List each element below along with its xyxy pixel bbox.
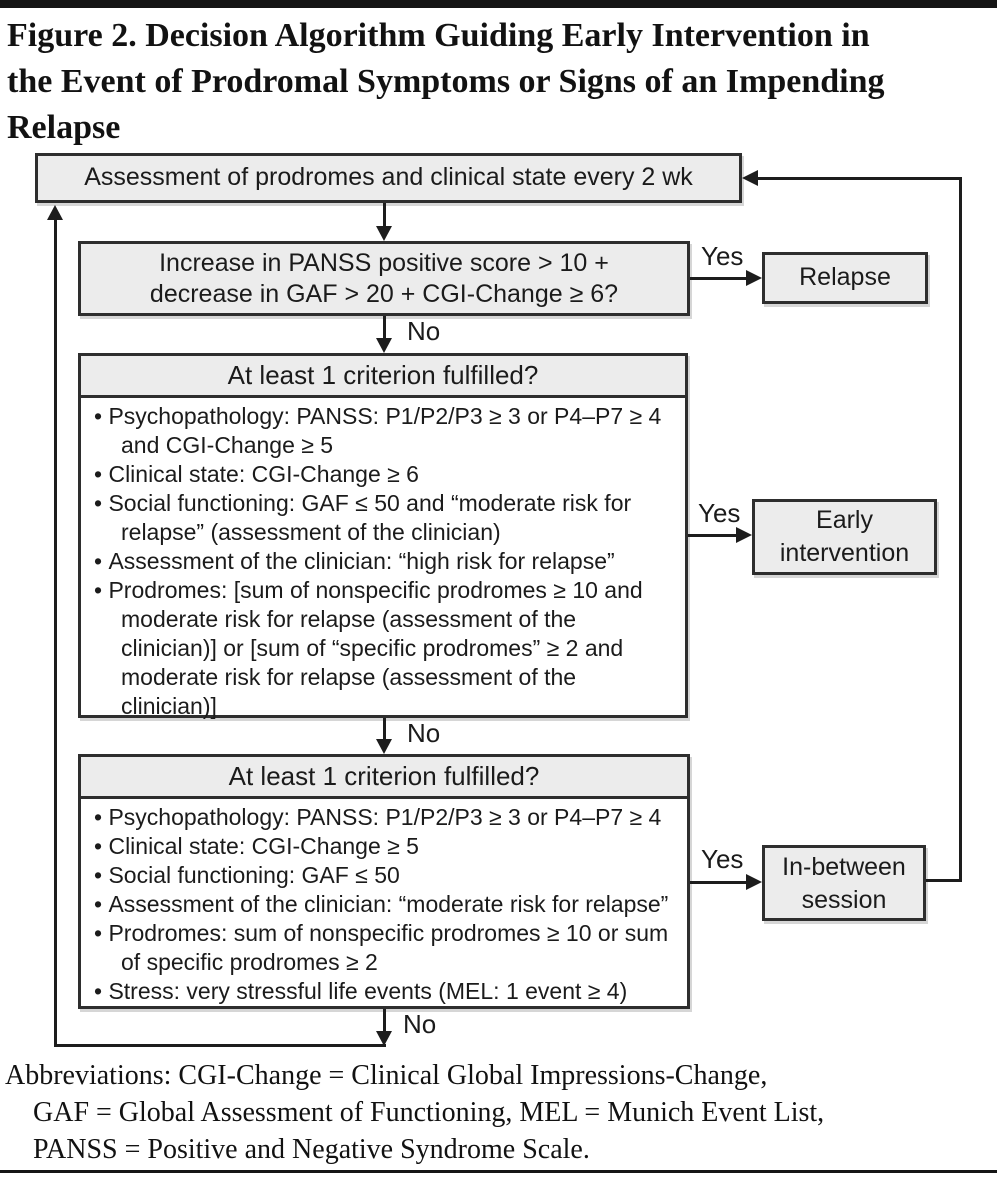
feedback-left-bottom-line [54,1044,386,1047]
figure-title-line: the Event of Prodromal Symptoms or Signs of an Impending [7,63,885,100]
criteria-item: • Assessment of the clinician: “moderate risk for relapse” [81,890,679,919]
criteria-item: • Stress: very stressful life events (MEL: 1 event ≥ 4) [81,977,679,1006]
in-between-session-box [762,845,926,921]
criteria-item: • Assessment of the clinician: “high risk for relapse” [81,547,677,576]
abbreviations-line: GAF = Global Assessment of Functioning, MEL = Munich Event List, [33,1097,825,1128]
feedback-right-connector-line [926,879,962,882]
criteria-item: • Social functioning: GAF ≤ 50 and “moderate risk for relapse” (assessment of the clinician) [81,489,677,547]
criteria-item: • Prodromes: [sum of nonspecific prodromes ≥ 10 and moderate risk for relapse (assessment of the clinician)] or [sum of “specific prodromes” ≥ 2 and moderate risk for relapse (assessment of the clinician)] [81,576,677,721]
arrow-line-no-1 [383,316,386,339]
yes-label-early: Yes [698,498,741,528]
early-intervention-text: Early intervention [779,506,910,567]
arrow-down-icon [376,226,392,241]
figure-title [7,13,987,151]
relapse-question-box [78,241,690,316]
criteria-box-2 [78,754,690,1009]
feedback-right-vertical-line [959,177,962,882]
no-label-1: No [407,316,441,346]
arrow-line-no-2 [383,718,386,740]
feedback-left-vertical-line [54,218,57,1047]
feedback-right-top-line [757,177,962,180]
arrow-left-icon [742,170,758,186]
yes-label-relapse: Yes [701,241,744,271]
arrow-line-no-3 [383,1009,386,1032]
criteria-box-1-list [81,398,685,721]
criteria-box-2-header: At least 1 criterion fulfilled? [81,757,687,799]
criteria-box-1 [78,353,688,718]
assessment-box [35,153,742,203]
arrow-line-yes-early [688,534,737,537]
bottom-rule [0,1170,997,1173]
figure-title-line: Relapse [7,109,121,146]
in-between-session-text: In-between session [782,853,906,914]
assessment-box-text: Assessment of prodromes and clinical state every 2 wk [84,163,693,191]
no-label-3: No [403,1009,437,1039]
arrow-down-icon [376,338,392,353]
relapse-question-line: decrease in GAF > 20 + CGI-Change ≥ 6? [149,280,619,308]
relapse-box-text: Relapse [799,263,891,291]
relapse-question-line: Increase in PANSS positive score > 10 + [159,249,609,277]
criteria-item: • Social functioning: GAF ≤ 50 [81,861,679,890]
criteria-item: • Psychopathology: PANSS: P1/P2/P3 ≥ 3 or P4–P7 ≥ 4 [81,803,679,832]
arrow-right-icon [746,874,762,890]
no-label-2: No [407,718,441,748]
arrow-line-yes-inbetween [690,881,747,884]
arrow-right-icon [746,270,762,286]
criteria-item: • Clinical state: CGI-Change ≥ 5 [81,832,679,861]
top-rule [0,0,997,8]
criteria-item: • Clinical state: CGI-Change ≥ 6 [81,460,677,489]
arrow-down-icon [376,739,392,754]
figure-title-line: Figure 2. Decision Algorithm Guiding Early Intervention in [7,17,870,54]
yes-label-inbetween: Yes [701,844,744,874]
relapse-box [762,252,928,304]
arrow-line-yes-relapse [690,277,748,280]
criteria-item: • Psychopathology: PANSS: P1/P2/P3 ≥ 3 or P4–P7 ≥ 4 and CGI-Change ≥ 5 [81,402,677,460]
abbreviations-line: Abbreviations: CGI-Change = Clinical Global Impressions-Change, [5,1060,768,1091]
arrow-up-icon [47,205,63,220]
abbreviations-note [5,1057,980,1168]
arrow-line-box1-box2 [383,203,386,228]
abbreviations-line: PANSS = Positive and Negative Syndrome Scale. [33,1134,590,1165]
early-intervention-box [752,499,937,575]
criteria-box-1-header: At least 1 criterion fulfilled? [81,356,685,398]
criteria-item: • Prodromes: sum of nonspecific prodromes ≥ 10 or sum of specific prodromes ≥ 2 [81,919,679,977]
criteria-box-2-list [81,799,687,1006]
arrow-right-icon [736,527,752,543]
